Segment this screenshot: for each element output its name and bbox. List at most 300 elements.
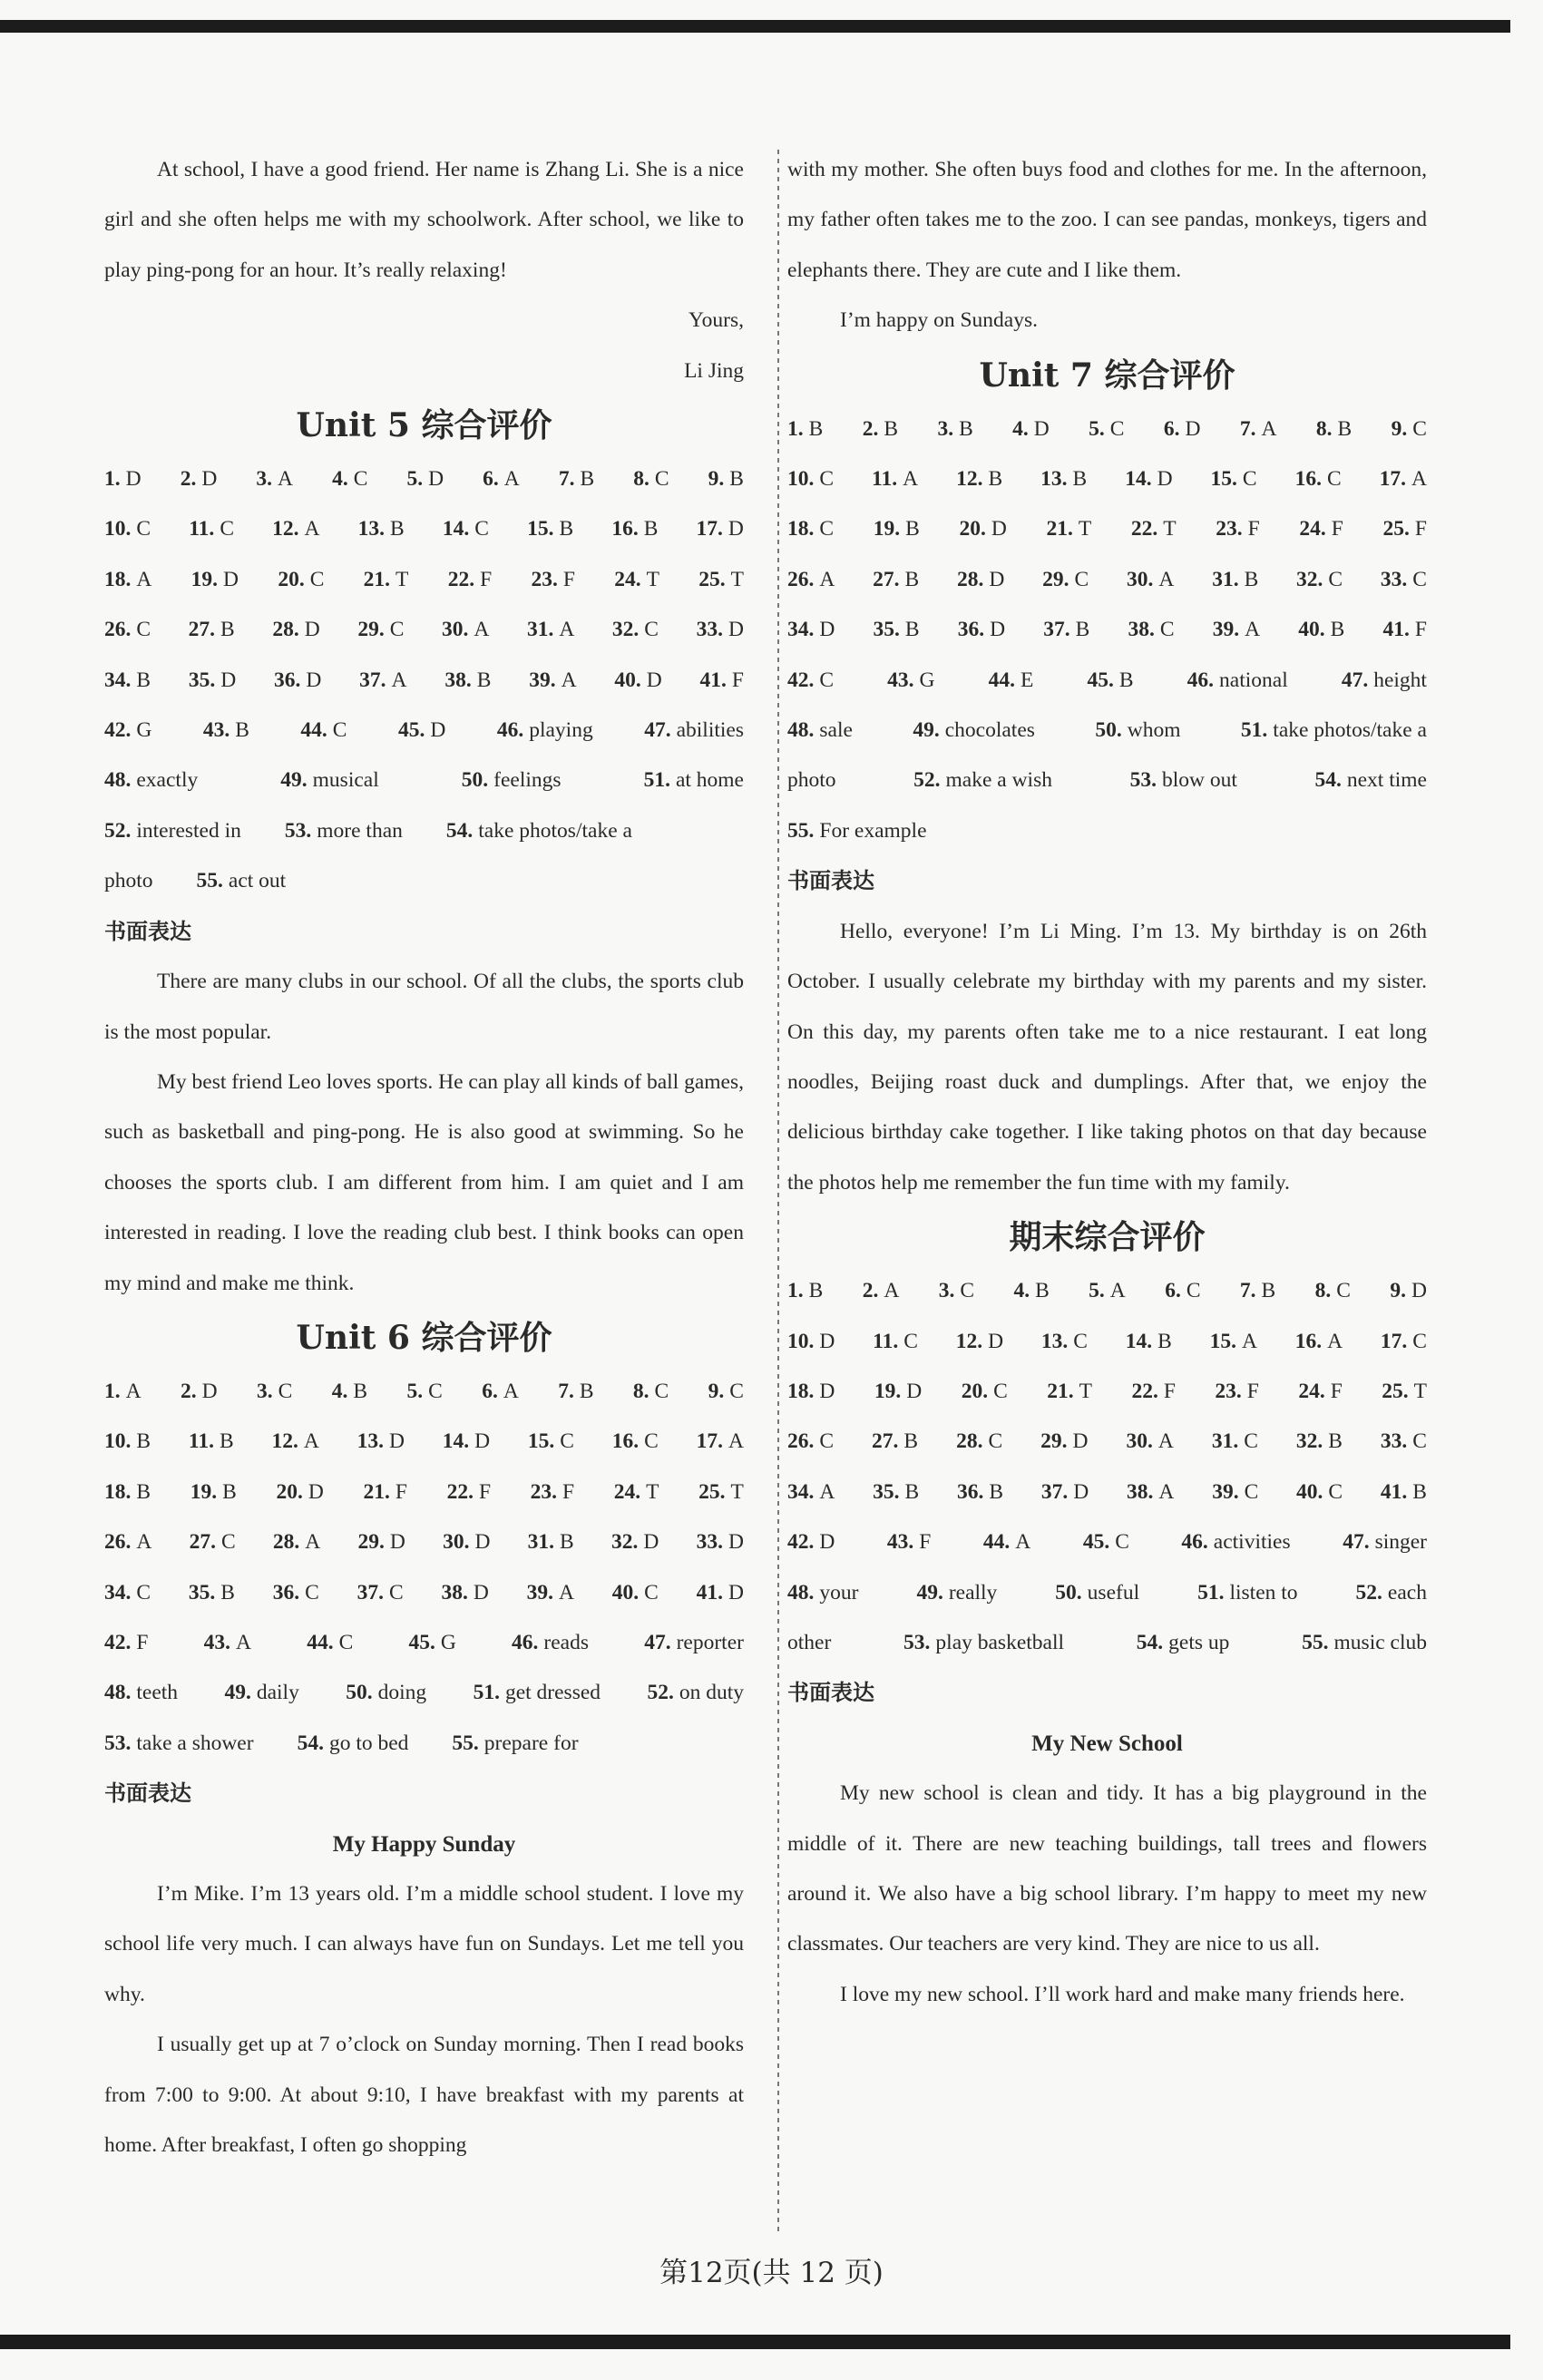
answer-number: 26.	[787, 567, 815, 591]
answer-item	[962, 1367, 1008, 1417]
answer-value: B	[959, 416, 973, 441]
answer-value: at home	[675, 768, 744, 793]
answer-value: each	[1387, 1580, 1427, 1605]
answer-value: B	[222, 1479, 237, 1504]
answer-row	[104, 656, 744, 706]
answer-value: B	[903, 1429, 919, 1454]
answer-item	[787, 1266, 823, 1316]
answer-row	[104, 454, 744, 504]
answer-value: D	[201, 467, 218, 492]
answer-number: 48.	[104, 768, 132, 793]
answer-value: useful	[1087, 1580, 1140, 1605]
unit6-essay-p1: I’m Mike. I’m 13 years old. I’m a middle school student. I love my school life very much. I can always have fun on Sundays. Let me tell you why.	[104, 1882, 744, 2006]
answer-number: 52.	[104, 818, 132, 843]
answer-number: 12.	[956, 467, 983, 492]
answer-item	[1126, 1417, 1173, 1467]
answer-item	[872, 454, 918, 504]
answer-item	[708, 1367, 744, 1417]
answer-number: 46.	[512, 1630, 539, 1654]
answer-value: B	[1337, 416, 1353, 441]
answer-item	[189, 605, 235, 655]
unit7-title: Unit 7 综合评价	[979, 356, 1235, 395]
answer-item	[644, 706, 744, 756]
answer-number: 50.	[461, 768, 489, 793]
answer-value: A	[136, 567, 152, 591]
answer-value: C	[1186, 1279, 1201, 1303]
answer-item	[697, 504, 744, 554]
answer-number: 19.	[874, 1379, 902, 1403]
answer-number: 22.	[447, 567, 475, 591]
answer-row	[104, 1719, 744, 1769]
answer-item	[1390, 1266, 1427, 1316]
answer-item	[358, 504, 405, 554]
answer-item	[1128, 605, 1175, 655]
answer-item	[1298, 605, 1344, 655]
answer-number: 3.	[256, 467, 272, 492]
answer-number: 53.	[284, 818, 312, 843]
answer-item	[274, 656, 321, 706]
answer-number: 29.	[357, 1530, 385, 1555]
answer-value: B	[220, 618, 235, 642]
answer-item	[1381, 1468, 1427, 1517]
answer-item	[497, 706, 593, 756]
answer-item	[443, 1517, 490, 1567]
answer-value: D	[991, 517, 1007, 541]
answer-value: D	[223, 567, 239, 591]
answer-item	[257, 1367, 292, 1417]
answer-item	[104, 1668, 178, 1718]
answer-number: 4.	[1012, 416, 1029, 441]
answer-item	[1197, 1568, 1297, 1618]
answer-item	[957, 555, 1004, 605]
answer-number: 33.	[696, 618, 723, 642]
answer-number: 24.	[614, 567, 641, 591]
answer-item	[697, 605, 744, 655]
answer-value: A	[503, 1379, 519, 1403]
answer-number: 45.	[397, 718, 425, 743]
answer-value: C	[1244, 1479, 1259, 1504]
answer-value: D	[643, 1530, 659, 1555]
answer-value: teeth	[136, 1681, 179, 1705]
answer-row	[104, 1618, 744, 1668]
answer-number: 52.	[1355, 1580, 1382, 1605]
answer-number: 49.	[224, 1681, 251, 1705]
answer-value: D	[389, 1530, 405, 1555]
answer-item	[913, 706, 1035, 756]
answer-value: G	[440, 1630, 456, 1654]
answer-item	[181, 454, 218, 504]
answer-value: D	[474, 1530, 491, 1555]
answer-item	[1213, 605, 1260, 655]
answer-number: 14.	[442, 517, 470, 541]
answer-number: 33.	[1380, 567, 1408, 591]
answer-item	[363, 1468, 406, 1517]
answer-item	[959, 504, 1006, 554]
answer-item	[1315, 1266, 1351, 1316]
answer-value: C	[136, 618, 151, 642]
letter-paragraph: At school, I have a good friend. Her name is Zhang Li. She is a nice girl and she often helps me with my schoolwork. After school, we like to play ping-pong for an hour. It’s really relaxing!	[104, 158, 744, 282]
answer-row	[787, 504, 1427, 554]
answer-value: T	[730, 1479, 744, 1504]
answer-item	[1137, 1618, 1230, 1668]
answer-number: 3.	[257, 1379, 273, 1403]
answer-value: feelings	[493, 768, 562, 793]
answer-value: D	[1185, 416, 1201, 441]
answer-value: A	[278, 467, 293, 492]
answer-row	[787, 706, 1427, 756]
answer-item	[1042, 555, 1089, 605]
answer-number: 43.	[887, 668, 914, 692]
answer-number: 4.	[1013, 1279, 1030, 1303]
answer-item	[903, 1618, 1064, 1668]
unit6-essay-p2: I usually get up at 7 o’clock on Sunday morning. Then I read books from 7:00 to 9:00. At about 9:10, I have breakfast with my parents at home. After breakfast, I often go shopping	[104, 2033, 744, 2158]
final-essay-p1: My new school is clean and tidy. It has a big playground in the middle of it. There are new teaching buildings, tall trees and flowers around it. We also have a big school library. I’m happy to meet my new classmates. Our teachers are very kind. They are nice to us all.	[787, 1781, 1427, 1956]
answer-number: 36.	[957, 1479, 984, 1504]
answer-item	[611, 1517, 659, 1567]
answer-number: 54.	[1314, 768, 1342, 793]
answer-item	[612, 605, 659, 655]
answer-value: abilities	[676, 718, 744, 743]
answer-item	[1181, 1517, 1290, 1567]
unit5-title: Unit 5 综合评价	[296, 406, 552, 445]
answer-number: 30.	[443, 1530, 470, 1555]
answer-number: 31.	[526, 618, 554, 642]
answer-value: B	[729, 467, 744, 492]
answer-value: B	[1035, 1279, 1050, 1303]
answer-row	[787, 806, 1427, 856]
answer-value: F	[1163, 1379, 1176, 1403]
answer-number: 24.	[1299, 517, 1326, 541]
answer-value: D	[306, 668, 322, 692]
answer-number: 50.	[346, 1681, 373, 1705]
answer-item	[531, 555, 574, 605]
answer-number: 25.	[1382, 517, 1410, 541]
answer-number: 20.	[278, 567, 305, 591]
answer-value: T	[396, 567, 409, 591]
answer-number: 3.	[938, 1279, 955, 1303]
answer-value: A	[558, 1580, 574, 1605]
answer-number: 53.	[104, 1731, 132, 1755]
answer-number: 45.	[408, 1630, 435, 1654]
answer-item	[189, 656, 236, 706]
answer-number: 15.	[1210, 467, 1237, 492]
answer-value: A	[1157, 1429, 1174, 1454]
answer-item	[1240, 405, 1277, 454]
answer-number: 41.	[699, 668, 727, 692]
answer-number: 19.	[190, 1479, 218, 1504]
answer-item	[104, 656, 151, 706]
answer-value: next time	[1346, 768, 1427, 793]
answer-number: 48.	[787, 1580, 815, 1605]
answer-item	[442, 605, 489, 655]
answer-number: 30.	[1126, 1429, 1153, 1454]
answer-value: B	[1072, 467, 1088, 492]
answer-value: C	[309, 567, 325, 591]
answer-item	[787, 405, 823, 454]
answer-item	[958, 605, 1005, 655]
answer-number: 8.	[633, 467, 649, 492]
answer-value: F	[1246, 1379, 1259, 1403]
answer-value: C	[654, 1379, 669, 1403]
answer-item	[644, 756, 744, 805]
answer-value: C	[1412, 416, 1427, 441]
answer-value: B	[1075, 618, 1090, 642]
answer-number: 44.	[307, 1630, 334, 1654]
answer-number: 28.	[957, 567, 984, 591]
answer-value: B	[1157, 1329, 1172, 1353]
answer-number: 7.	[1239, 1279, 1256, 1303]
final-answers	[787, 1266, 1427, 1668]
answer-number: 50.	[1055, 1580, 1082, 1605]
answer-value: A	[304, 517, 320, 541]
answer-number: 14.	[1125, 467, 1152, 492]
answer-value: A	[1158, 567, 1175, 591]
answer-item	[1083, 1517, 1129, 1567]
answer-number: 11.	[872, 467, 898, 492]
answer-value: photo	[104, 869, 153, 893]
answer-value: reporter	[676, 1630, 744, 1654]
unit7-writing-label: 书面表达	[787, 868, 874, 894]
answer-item	[1383, 605, 1427, 655]
answer-value: A	[561, 668, 577, 692]
answer-value: B	[1412, 1479, 1427, 1504]
answer-row	[104, 856, 744, 906]
answer-number: 7.	[558, 467, 575, 492]
answer-item	[1241, 706, 1427, 756]
answer-number: 44.	[988, 668, 1016, 692]
answer-item	[1210, 1317, 1257, 1367]
unit6-answers	[104, 1367, 744, 1769]
answer-value: C	[220, 1530, 236, 1555]
answer-number: 36.	[272, 1580, 300, 1605]
answer-value: A	[136, 1530, 152, 1555]
answer-number: 34.	[104, 668, 132, 692]
answer-item	[1212, 1468, 1258, 1517]
answer-item	[1296, 555, 1343, 605]
answer-value: playing	[529, 718, 593, 743]
answer-item	[483, 454, 520, 504]
answer-value: A	[391, 668, 407, 692]
answer-value: B	[904, 618, 920, 642]
answer-value: D	[220, 668, 237, 692]
answer-number: 42.	[787, 1530, 815, 1555]
answer-value: take a shower	[136, 1731, 254, 1755]
answer-number: 6.	[482, 1379, 498, 1403]
unit6-essay-title: My Happy Sunday	[332, 1831, 516, 1857]
answer-value: C	[960, 1279, 975, 1303]
answer-value: B	[476, 668, 492, 692]
answer-row	[104, 1367, 744, 1417]
answer-number: 12.	[271, 1429, 298, 1454]
unit7-essay: Hello, everyone! I’m Li Ming. I’m 13. My birthday is on 26th October. I usually celebrate my birthday with my parents and my sister. On this day, my parents often take me to a nice restaurant. I eat long noodles, Beijing roast duck and dumplings. After that, we enjoy the delicious birthday cake together. I like taking photos on that day because the photos help me remember the fun time with my family.	[787, 919, 1427, 1195]
answer-number: 48.	[787, 718, 815, 743]
answer-item	[1212, 1417, 1258, 1467]
answer-value: C	[305, 1580, 319, 1605]
answer-number: 15.	[527, 1429, 555, 1454]
answer-value: A	[1241, 1329, 1257, 1353]
answer-item	[441, 1568, 488, 1618]
answer-number: 55.	[787, 818, 815, 843]
answer-number: 9.	[708, 467, 725, 492]
answer-value: height	[1373, 668, 1427, 692]
answer-item	[359, 656, 406, 706]
answer-number: 2.	[180, 467, 197, 492]
answer-row	[787, 1618, 1427, 1668]
answer-number: 31.	[527, 1530, 555, 1555]
answer-item	[104, 1468, 151, 1517]
answer-number: 38.	[1128, 618, 1155, 642]
answer-item	[1392, 405, 1427, 454]
answer-item	[874, 605, 920, 655]
answer-value: A	[1245, 618, 1261, 642]
answer-item	[1125, 454, 1172, 504]
answer-item	[558, 1367, 593, 1417]
answer-number: 20.	[959, 517, 986, 541]
answer-item	[1047, 1367, 1092, 1417]
unit6-writing-label: 书面表达	[104, 1780, 191, 1807]
answer-item	[787, 1468, 835, 1517]
answer-item	[913, 756, 1052, 805]
answer-value: C	[332, 718, 347, 743]
answer-item	[357, 1568, 404, 1618]
answer-number: 7.	[558, 1379, 574, 1403]
answer-item	[698, 1468, 744, 1517]
answer-item	[887, 1517, 931, 1567]
answer-number: 54.	[297, 1731, 324, 1755]
answer-number: 43.	[886, 1530, 914, 1555]
answer-value: really	[948, 1580, 998, 1605]
answer-number: 26.	[787, 1429, 815, 1454]
answer-value: D	[728, 1530, 744, 1555]
answer-row	[787, 1317, 1427, 1367]
answer-value: C	[988, 1429, 1003, 1454]
answer-item	[191, 555, 239, 605]
answer-item	[357, 1417, 405, 1467]
answer-item	[697, 1568, 744, 1618]
answer-item	[1126, 1317, 1172, 1367]
answer-item	[611, 504, 658, 554]
answer-value: D	[988, 1329, 1004, 1353]
answer-item	[104, 756, 198, 805]
answer-value: B	[579, 1379, 594, 1403]
answer-item	[332, 1367, 367, 1417]
answer-number: 46.	[496, 718, 524, 743]
answer-row	[787, 656, 1427, 706]
answer-item	[937, 405, 972, 454]
answer-number: 4.	[332, 467, 348, 492]
answer-value: C	[1412, 1329, 1427, 1353]
answer-item	[1130, 756, 1237, 805]
answer-row	[787, 1468, 1427, 1517]
answer-number: 23.	[1215, 1379, 1242, 1403]
answer-value: T	[1079, 1379, 1092, 1403]
answer-value: C	[1115, 1530, 1129, 1555]
answer-number: 31.	[1211, 1429, 1239, 1454]
answer-item	[474, 1668, 601, 1718]
answer-number: 26.	[104, 618, 132, 642]
answer-item	[873, 1468, 919, 1517]
answer-value: C	[1109, 416, 1125, 441]
answer-value: D	[1033, 416, 1050, 441]
answer-number: 6.	[483, 467, 499, 492]
answer-number: 47.	[1343, 1530, 1370, 1555]
unit7-answers	[787, 405, 1427, 857]
answer-number: 9.	[1391, 416, 1408, 441]
answer-number: 32.	[1296, 567, 1323, 591]
answer-number: 38.	[441, 1580, 468, 1605]
essay-continuation-end: I’m happy on Sundays.	[840, 308, 1039, 333]
answer-item	[482, 1367, 519, 1417]
answer-number: 12.	[955, 1329, 983, 1353]
answer-item	[956, 1317, 1003, 1367]
answer-number: 44.	[982, 1530, 1011, 1555]
answer-number: 8.	[1315, 416, 1333, 441]
answer-number: 17.	[696, 1429, 723, 1454]
answer-number: 40.	[614, 668, 641, 692]
answer-item	[104, 454, 142, 504]
answer-row	[787, 454, 1427, 504]
answer-item	[273, 1517, 320, 1567]
answer-item	[697, 1417, 744, 1467]
answer-item	[181, 1367, 218, 1417]
answer-value: B	[559, 517, 574, 541]
answer-number: 55.	[1302, 1630, 1329, 1654]
answer-number: 35.	[873, 618, 900, 642]
answer-number: 42.	[787, 668, 815, 692]
answer-item	[443, 504, 489, 554]
answer-item	[300, 706, 347, 756]
answer-item	[298, 1719, 409, 1769]
unit5-essay-p2: My best friend Leo loves sports. He can play all kinds of ball games, such as basketball and ping-pong. He is also good at swimming. So he chooses the sports club. I am different from him. I am quiet and I am interested in reading. I love the reading club best. I think books can open my mind and make me think.	[104, 1069, 744, 1295]
answer-item	[190, 1468, 237, 1517]
answer-value: on duty	[679, 1681, 744, 1705]
answer-number: 33.	[1380, 1429, 1408, 1454]
answer-item	[1382, 504, 1426, 554]
answer-item	[1041, 1317, 1088, 1367]
answer-item	[863, 405, 898, 454]
answer-value: D	[819, 1530, 835, 1555]
answer-item	[787, 504, 834, 554]
answer-item	[285, 806, 403, 856]
answer-value: F	[1330, 1379, 1343, 1403]
answer-item	[446, 806, 632, 856]
answer-number: 39.	[529, 668, 556, 692]
answer-value: play basketball	[935, 1630, 1065, 1654]
answer-number: 9.	[1390, 1279, 1406, 1303]
answer-value: F	[562, 567, 575, 591]
answer-item	[528, 1517, 574, 1567]
answer-value: singer	[1374, 1530, 1427, 1555]
answer-item	[527, 504, 573, 554]
answer-item	[1381, 1417, 1427, 1467]
answer-value: C	[819, 1429, 835, 1454]
answer-row	[104, 1417, 744, 1467]
answer-value: B	[904, 1479, 920, 1504]
answer-number: 15.	[527, 517, 554, 541]
answer-item	[204, 1618, 251, 1668]
answer-value: A	[819, 567, 835, 591]
answer-value: A	[728, 1429, 744, 1454]
answer-value: more than	[317, 818, 403, 843]
answer-item	[874, 504, 920, 554]
answer-value: sale	[819, 718, 853, 743]
column-divider	[777, 150, 779, 2236]
answer-item	[189, 1417, 234, 1467]
answer-number: 42.	[104, 1630, 132, 1654]
answer-row	[787, 1417, 1427, 1467]
answer-value: B	[235, 718, 249, 743]
answer-number: 7.	[1239, 416, 1256, 441]
